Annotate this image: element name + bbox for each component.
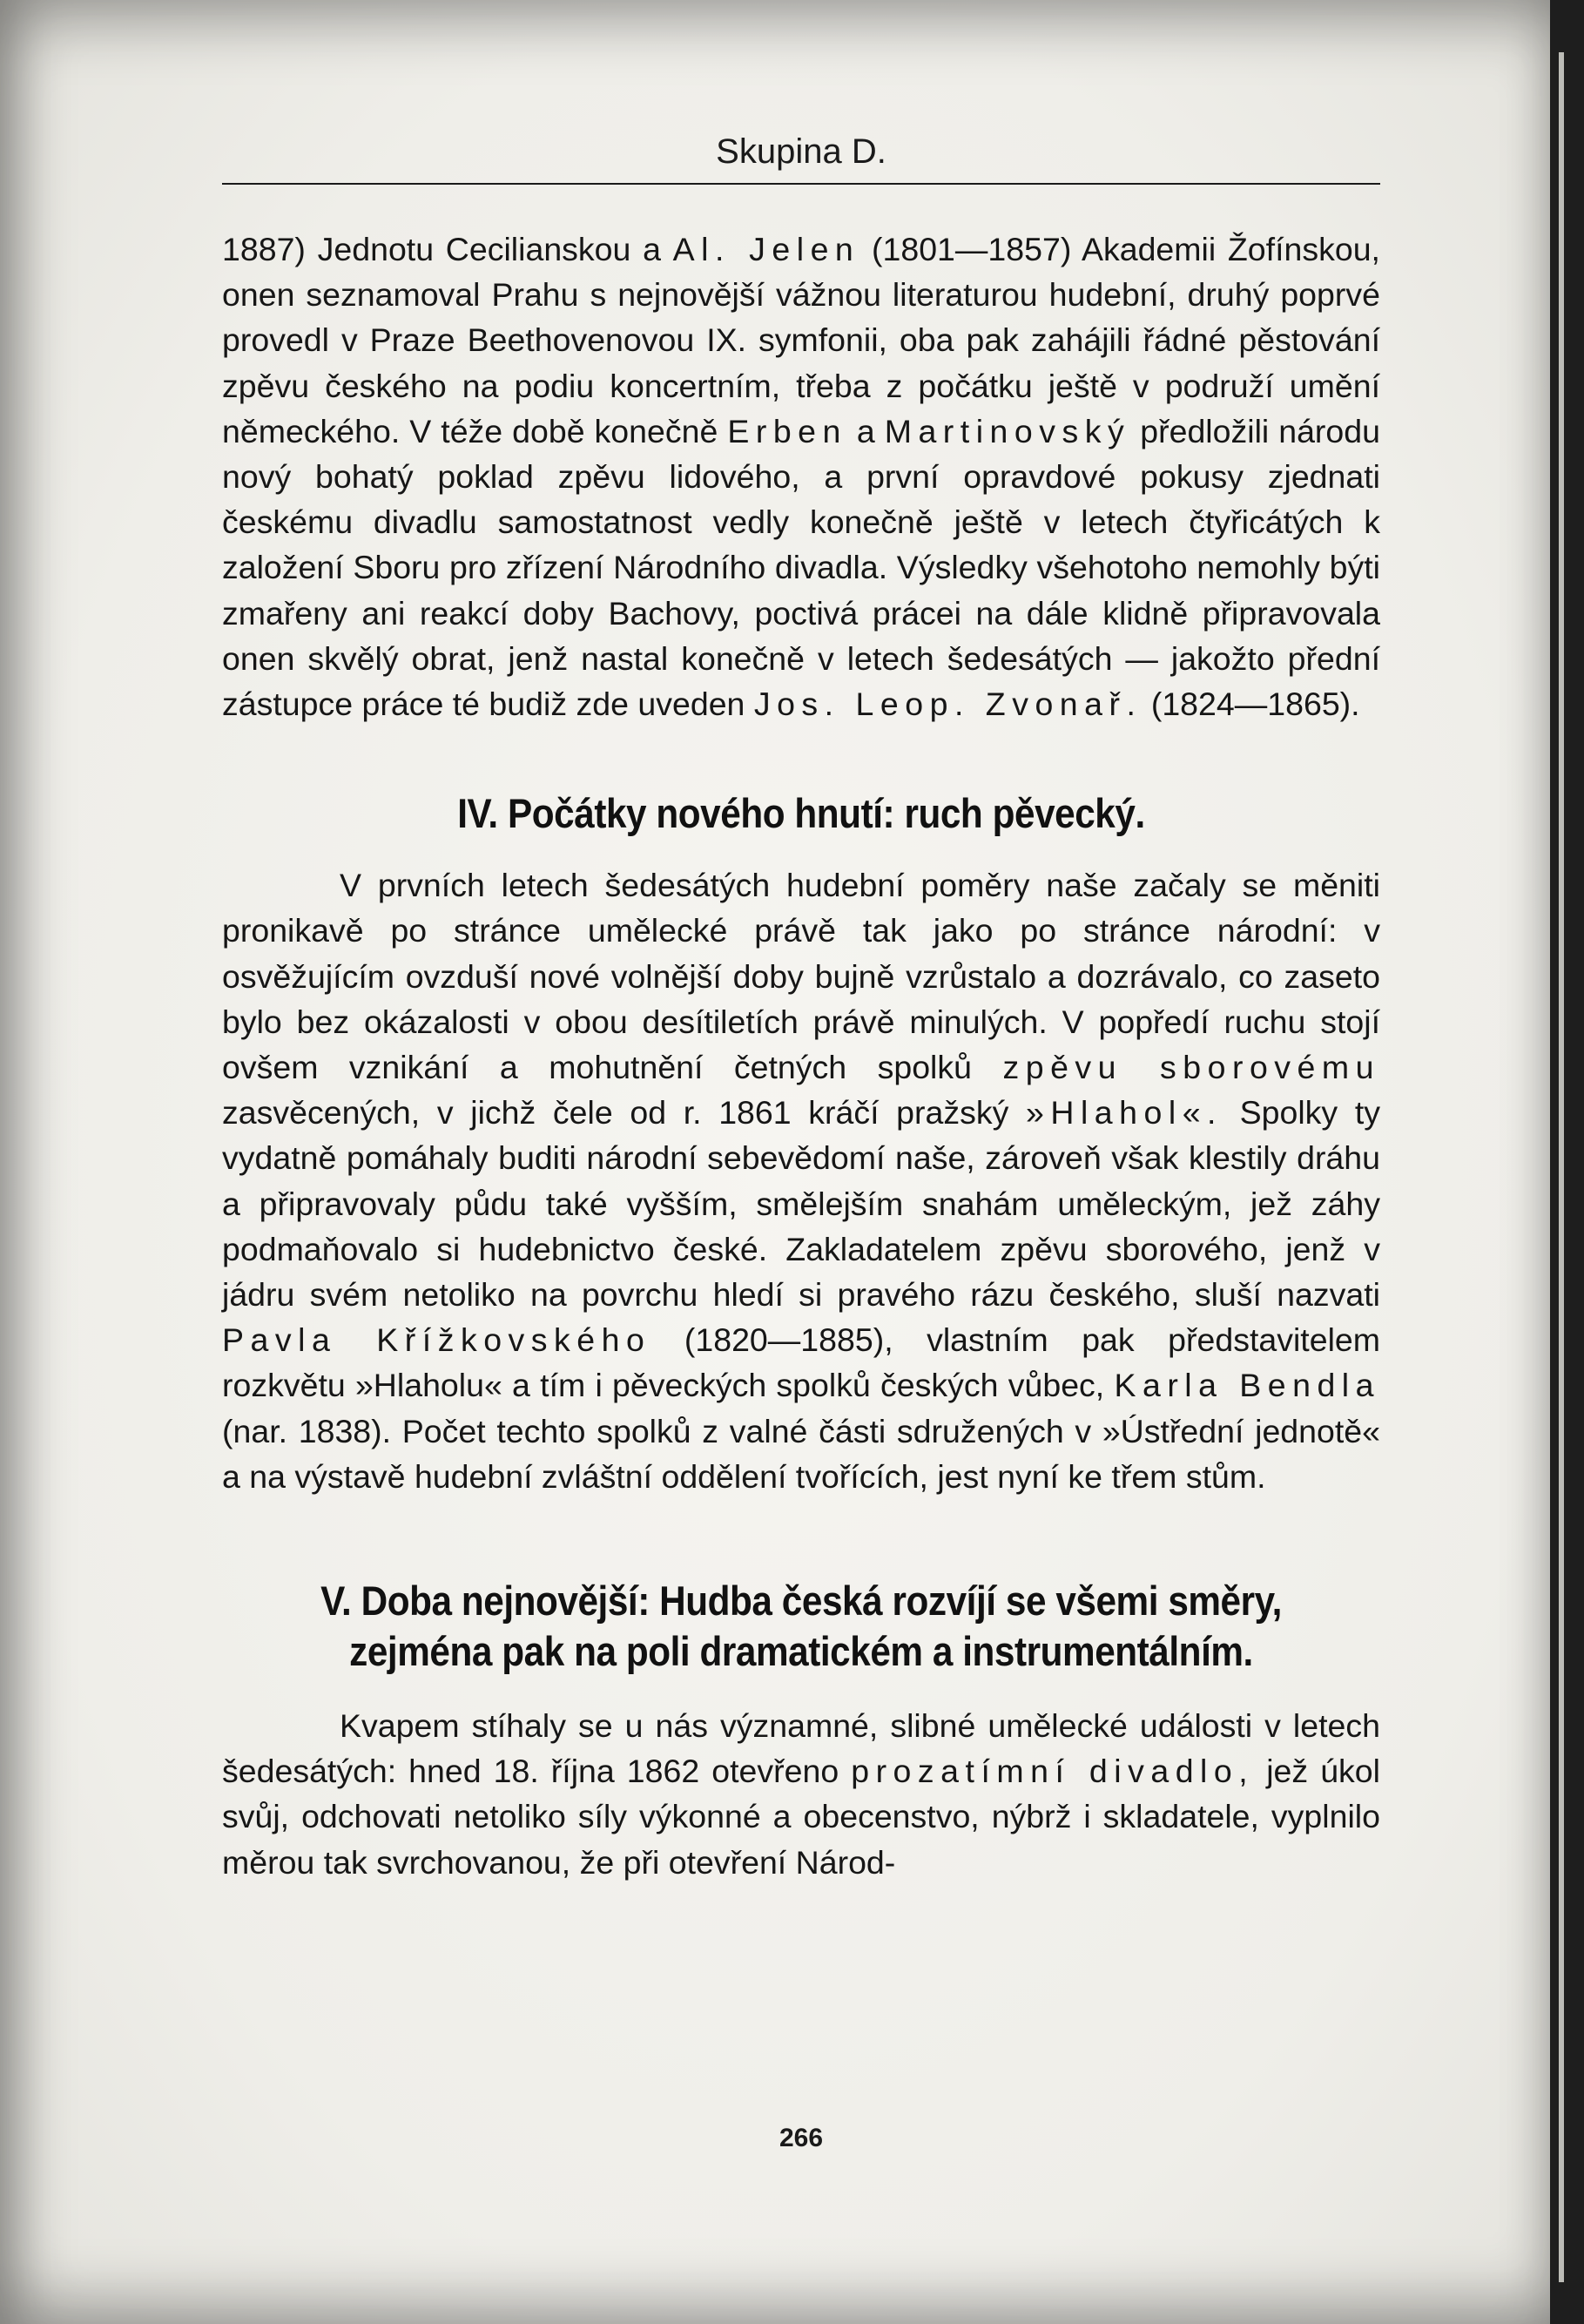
section-heading-v [280, 1576, 1323, 1677]
paragraph-3: Kvapem stíhaly se u nás významné, slibné umělecké události v letech šedesátých: hned 18. října 1862 otevřeno prozatímní divadlo, jež úkol svůj, odchovati netoliko síly výkonné a obecenstvo, nýbrž i skladatele, vyplnilo měrou tak svrchovanou, že při otevření Národ- [222, 1707, 1380, 1881]
page-body [222, 226, 1380, 1885]
paragraph-1: 1887) Jednotu Cecilianskou a Al. Jelen (1801—1857) Akademii Žofínskou, onen seznamoval Prahu s nejnovější vážnou literaturou hudební, druhý poprvé provedl v Praze Beethovenovou IX. symfonii, oba pak zahájili řádné pěstování zpěvu českého na podiu koncertním, třeba z počátku ještě v podruží umění německého. V téže době konečně Erben a Martinovský předložili národu nový bohatý poklad zpěvu lidového, a první opravdové pokusy zjednati českému divadlu samostatnost vedly konečně ještě v letech čtyřicátých k založení Sboru pro zřízení Národního divadla. Výsledky všehotoho nemohly býti zmařeny ani reakcí doby Bachovy, poctivá prácei na dále klidně připravovala onen skvělý obrat, jenž nastal konečně v letech šedesátých — jakožto přední zástupce práce té budiž zde uveden Jos. Leop. Zvonař. (1824—1865). [222, 231, 1380, 723]
name-al-jelen: Al. Jelen [672, 231, 860, 267]
term-prozatimni-divadlo: prozatímní divadlo, [851, 1753, 1255, 1790]
name-martinovsky: Martinovský [884, 412, 1131, 449]
page-number: 266 [779, 2124, 824, 2152]
name-erben: Erben [727, 412, 847, 449]
section-heading-v-line2: zejména pak na poli dramatickém a instrumentálním. [349, 1628, 1253, 1675]
running-header: Skupina D. [716, 132, 886, 171]
header-rule [222, 183, 1380, 185]
name-hlahol: »Hlahol«. [1026, 1094, 1223, 1132]
name-krizkovsky: Pavla Křížkovského [222, 1321, 651, 1359]
page-edge [1559, 52, 1564, 2282]
section-heading-iv: IV. Počátky nového hnutí: ruch pěvecký. [457, 790, 1145, 837]
section-heading-v-line1: V. Doba nejnovější: Hudba česká rozvíjí se všemi směry, [320, 1577, 1282, 1625]
term-zpevu-sborovemu: zpěvu sborovému [1002, 1049, 1380, 1086]
name-bendl: Karla Bendla [1114, 1367, 1380, 1404]
paragraph-2: V prvních letech šedesátých hudební poměry naše začaly se měniti pronikavě po stránce umělecké právě tak jako po stránce národní: v osvěžujícím ovzduší nové volnější doby bujně vzrůstalo a dozrávalo, co zaseto bylo bez okázalosti v obou desítiletích právě minulých. V popředí ruchu stojí ovšem vznikání a mohutnění četných spolků zpěvu sborovému zasvěcených, v jichž čele od r. 1861 kráčí pražský »Hlahol«. Spolky ty vydatně pomáhaly buditi národní sebevědomí naše, zároveň však klestily dráhu a připravovaly půdu také vyšším, smělejším snahám uměleckým, jež záhy podmaňovalo si hudebnictvo české. Zakladatelem zpěvu sborového, jenž v jádru svém netoliko na povrchu hledí si pravého rázu českého, sluší nazvati Pavla Křížkovského (1820—1885), vlastním pak představitelem rozkvětu »Hlaholu« a tím i pěveckých spolků českých vůbec, Karla Bendla (nar. 1838). Počet techto spolků z valné části sdružených v »Ústřední jednotě« a na výstavě hudební zvláštní oddělení tvořících, jest nyní ke třem stům. [222, 867, 1381, 1495]
name-zvonar: Jos. Leop. Zvonař. [753, 686, 1143, 723]
